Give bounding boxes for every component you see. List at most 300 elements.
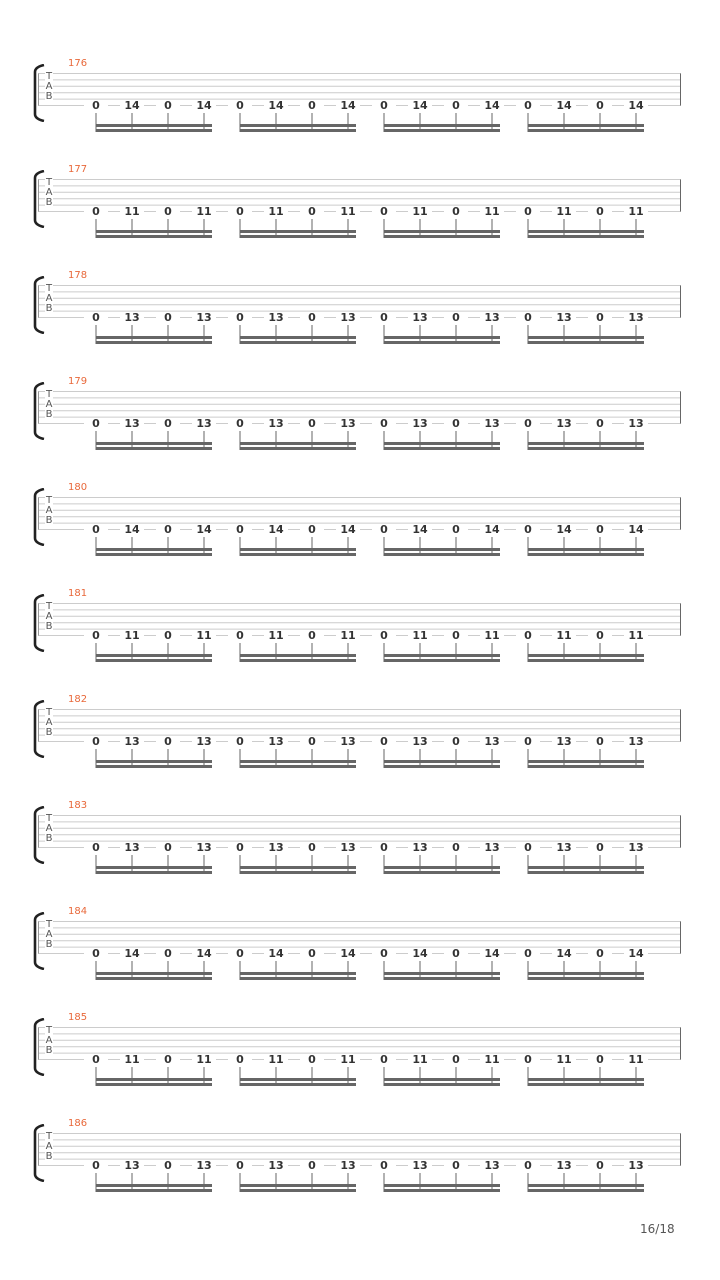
fret-number: 0 [372, 312, 396, 323]
fret-number: 11 [480, 630, 504, 641]
note-beam [96, 124, 212, 127]
fret-number: 11 [120, 206, 144, 217]
fret-number: 11 [264, 206, 288, 217]
note-beam [528, 659, 644, 662]
fret-number: 13 [408, 1160, 432, 1171]
fret-number: 11 [408, 1054, 432, 1065]
fret-number: 0 [588, 100, 612, 111]
measure-number: 181 [68, 588, 88, 599]
fret-number: 11 [336, 630, 360, 641]
beam-group-layer [0, 1118, 720, 1224]
measure-number: 186 [68, 1118, 88, 1129]
fret-number: 13 [624, 736, 648, 747]
tab-clef-letter: A [45, 187, 53, 198]
tab-clef-letter: A [45, 929, 53, 940]
fret-number: 11 [480, 1054, 504, 1065]
fret-number: 11 [408, 206, 432, 217]
fret-number: 11 [192, 1054, 216, 1065]
beam-group-layer [0, 800, 720, 906]
note-beam [384, 124, 500, 127]
fret-number: 14 [264, 948, 288, 959]
tab-clef-letter: T [45, 71, 53, 82]
note-beam [96, 1184, 212, 1187]
fret-number: 0 [156, 1054, 180, 1065]
tab-clef-letter: B [45, 939, 53, 950]
fret-number: 14 [624, 524, 648, 535]
fret-number: 0 [156, 948, 180, 959]
fret-number: 11 [336, 206, 360, 217]
fret-number: 0 [228, 630, 252, 641]
beam-group-layer [0, 58, 720, 164]
fret-number: 0 [300, 206, 324, 217]
note-beam [240, 129, 356, 132]
note-beam [240, 235, 356, 238]
note-beam [528, 972, 644, 975]
fret-number: 14 [120, 100, 144, 111]
note-beam [384, 977, 500, 980]
note-beam [384, 972, 500, 975]
fret-number: 13 [480, 842, 504, 853]
note-beam [528, 553, 644, 556]
note-beam [384, 442, 500, 445]
fret-number: 13 [480, 418, 504, 429]
fret-number: 0 [156, 418, 180, 429]
measure-number: 179 [68, 376, 88, 387]
fret-number: 0 [300, 842, 324, 853]
note-beam [384, 871, 500, 874]
fret-number: 11 [120, 630, 144, 641]
fret-number: 13 [264, 418, 288, 429]
fret-number: 13 [480, 1160, 504, 1171]
measure-number: 180 [68, 482, 88, 493]
fret-number: 11 [192, 630, 216, 641]
note-beam [528, 765, 644, 768]
fret-number: 0 [156, 100, 180, 111]
fret-number: 0 [588, 1160, 612, 1171]
fret-number: 14 [264, 100, 288, 111]
fret-number: 0 [84, 312, 108, 323]
fret-number: 0 [300, 524, 324, 535]
fret-number: 0 [228, 524, 252, 535]
note-beam [96, 548, 212, 551]
note-beam [240, 654, 356, 657]
tab-system [0, 694, 720, 800]
beam-group-layer [0, 164, 720, 270]
fret-number: 0 [372, 100, 396, 111]
fret-number: 0 [516, 842, 540, 853]
note-beam [96, 442, 212, 445]
fret-number: 14 [480, 100, 504, 111]
fret-number: 0 [84, 206, 108, 217]
fret-number: 14 [192, 524, 216, 535]
tab-clef-letter: T [45, 919, 53, 930]
fret-number: 14 [552, 948, 576, 959]
note-beam [240, 336, 356, 339]
note-beam [96, 235, 212, 238]
fret-number: 0 [372, 736, 396, 747]
measure-number: 178 [68, 270, 88, 281]
fret-number: 0 [372, 206, 396, 217]
note-beam [240, 341, 356, 344]
fret-number: 14 [120, 524, 144, 535]
tab-system [0, 482, 720, 588]
tab-system [0, 164, 720, 270]
fret-number: 0 [372, 524, 396, 535]
fret-number: 13 [120, 736, 144, 747]
note-beam [96, 447, 212, 450]
fret-number: 0 [156, 1160, 180, 1171]
fret-number: 13 [120, 1160, 144, 1171]
tab-clef-letter: B [45, 833, 53, 844]
note-beam [96, 1189, 212, 1192]
fret-number: 0 [156, 736, 180, 747]
fret-number: 13 [552, 418, 576, 429]
fret-number: 0 [84, 948, 108, 959]
note-beam [240, 548, 356, 551]
fret-number: 13 [408, 842, 432, 853]
tab-clef-letter: B [45, 621, 53, 632]
tab-clef-letter: T [45, 1131, 53, 1142]
fret-number: 0 [516, 630, 540, 641]
note-beam [384, 129, 500, 132]
note-beam [528, 235, 644, 238]
fret-number: 0 [84, 418, 108, 429]
fret-number: 0 [228, 100, 252, 111]
note-beam [240, 765, 356, 768]
beam-group-layer [0, 482, 720, 588]
note-beam [384, 447, 500, 450]
tab-system [0, 800, 720, 906]
note-beam [240, 230, 356, 233]
fret-number: 0 [444, 206, 468, 217]
fret-number: 0 [372, 1160, 396, 1171]
tab-clef-letter: A [45, 717, 53, 728]
note-beam [528, 760, 644, 763]
fret-number: 11 [552, 630, 576, 641]
note-beam [384, 336, 500, 339]
fret-number: 0 [444, 1054, 468, 1065]
fret-number: 11 [624, 1054, 648, 1065]
fret-number: 14 [624, 100, 648, 111]
fret-number: 13 [552, 1160, 576, 1171]
fret-number: 13 [264, 736, 288, 747]
note-beam [384, 760, 500, 763]
fret-number: 0 [516, 1160, 540, 1171]
fret-number: 13 [120, 842, 144, 853]
fret-number: 0 [300, 312, 324, 323]
fret-number: 0 [300, 1054, 324, 1065]
note-beam [96, 659, 212, 662]
tab-clef-letter: T [45, 389, 53, 400]
note-beam [240, 760, 356, 763]
note-beam [384, 1189, 500, 1192]
fret-number: 0 [228, 1160, 252, 1171]
fret-number: 0 [84, 1054, 108, 1065]
fret-number: 11 [552, 206, 576, 217]
fret-number: 11 [624, 206, 648, 217]
beam-group-layer [0, 906, 720, 1012]
beam-group-layer [0, 694, 720, 800]
fret-number: 13 [624, 312, 648, 323]
tab-clef-letter: B [45, 409, 53, 420]
note-beam [240, 1184, 356, 1187]
tab-clef-letter: A [45, 1141, 53, 1152]
fret-number: 0 [588, 630, 612, 641]
fret-number: 13 [624, 842, 648, 853]
fret-number: 0 [228, 206, 252, 217]
fret-number: 0 [372, 418, 396, 429]
fret-number: 11 [120, 1054, 144, 1065]
note-beam [528, 129, 644, 132]
fret-number: 11 [552, 1054, 576, 1065]
tab-clef-letter: B [45, 303, 53, 314]
fret-number: 0 [84, 630, 108, 641]
tab-system [0, 1118, 720, 1224]
fret-number: 13 [192, 1160, 216, 1171]
note-beam [384, 1184, 500, 1187]
fret-number: 0 [228, 736, 252, 747]
fret-number: 0 [84, 842, 108, 853]
beam-group-layer [0, 1012, 720, 1118]
fret-number: 14 [408, 948, 432, 959]
fret-number: 14 [408, 100, 432, 111]
fret-number: 11 [264, 1054, 288, 1065]
fret-number: 0 [156, 312, 180, 323]
tab-clef-letter: A [45, 505, 53, 516]
fret-number: 13 [408, 736, 432, 747]
fret-number: 14 [480, 948, 504, 959]
fret-number: 14 [192, 100, 216, 111]
tab-clef-letter: B [45, 1151, 53, 1162]
fret-number: 14 [552, 100, 576, 111]
fret-number: 0 [516, 1054, 540, 1065]
note-beam [240, 442, 356, 445]
fret-number: 0 [300, 418, 324, 429]
fret-number: 13 [192, 736, 216, 747]
fret-number: 0 [516, 948, 540, 959]
fret-number: 0 [588, 524, 612, 535]
note-beam [240, 553, 356, 556]
tab-clef-letter: B [45, 727, 53, 738]
fret-number: 13 [336, 418, 360, 429]
note-beam [384, 866, 500, 869]
fret-number: 0 [516, 736, 540, 747]
tab-clef-letter: A [45, 611, 53, 622]
fret-number: 13 [120, 418, 144, 429]
note-beam [240, 1189, 356, 1192]
note-beam [240, 972, 356, 975]
fret-number: 0 [156, 206, 180, 217]
tab-system [0, 1012, 720, 1118]
fret-number: 0 [516, 206, 540, 217]
fret-number: 14 [408, 524, 432, 535]
note-beam [528, 866, 644, 869]
fret-number: 0 [588, 418, 612, 429]
note-beam [528, 1083, 644, 1086]
tab-clef-letter: B [45, 515, 53, 526]
note-beam [96, 977, 212, 980]
fret-number: 0 [228, 842, 252, 853]
fret-number: 0 [228, 312, 252, 323]
fret-number: 14 [120, 948, 144, 959]
note-beam [240, 659, 356, 662]
tab-system [0, 270, 720, 376]
fret-number: 0 [444, 842, 468, 853]
measure-number: 176 [68, 58, 88, 69]
fret-number: 0 [444, 948, 468, 959]
note-beam [528, 447, 644, 450]
fret-number: 11 [192, 206, 216, 217]
fret-number: 13 [264, 842, 288, 853]
fret-number: 13 [336, 1160, 360, 1171]
fret-number: 0 [516, 418, 540, 429]
fret-number: 0 [444, 524, 468, 535]
note-beam [384, 1083, 500, 1086]
tab-system [0, 906, 720, 1012]
tab-clef-letter: B [45, 197, 53, 208]
note-beam [96, 871, 212, 874]
fret-number: 0 [444, 736, 468, 747]
fret-number: 0 [228, 418, 252, 429]
note-beam [384, 654, 500, 657]
note-beam [96, 1083, 212, 1086]
fret-number: 0 [300, 100, 324, 111]
fret-number: 14 [624, 948, 648, 959]
fret-number: 14 [192, 948, 216, 959]
beam-group-layer [0, 270, 720, 376]
fret-number: 0 [156, 842, 180, 853]
fret-number: 13 [264, 1160, 288, 1171]
note-beam [96, 765, 212, 768]
fret-number: 0 [156, 524, 180, 535]
fret-number: 11 [624, 630, 648, 641]
fret-number: 0 [84, 100, 108, 111]
note-beam [528, 654, 644, 657]
tab-system [0, 376, 720, 482]
note-beam [240, 871, 356, 874]
note-beam [96, 553, 212, 556]
fret-number: 0 [300, 630, 324, 641]
fret-number: 13 [408, 312, 432, 323]
measure-number: 183 [68, 800, 88, 811]
fret-number: 0 [516, 312, 540, 323]
fret-number: 13 [552, 736, 576, 747]
fret-number: 11 [336, 1054, 360, 1065]
note-beam [528, 124, 644, 127]
measure-number: 185 [68, 1012, 88, 1023]
fret-number: 0 [588, 206, 612, 217]
note-beam [384, 235, 500, 238]
note-beam [384, 765, 500, 768]
note-beam [96, 341, 212, 344]
fret-number: 0 [372, 630, 396, 641]
fret-number: 0 [588, 948, 612, 959]
note-beam [96, 230, 212, 233]
tab-clef-letter: T [45, 495, 53, 506]
note-beam [384, 1078, 500, 1081]
fret-number: 0 [444, 1160, 468, 1171]
note-beam [528, 1078, 644, 1081]
tab-clef-letter: A [45, 1035, 53, 1046]
fret-number: 0 [516, 100, 540, 111]
measure-number: 184 [68, 906, 88, 917]
note-beam [240, 447, 356, 450]
tab-clef-letter: A [45, 823, 53, 834]
fret-number: 13 [552, 312, 576, 323]
note-beam [96, 336, 212, 339]
fret-number: 13 [624, 1160, 648, 1171]
tab-clef-letter: T [45, 813, 53, 824]
fret-number: 13 [192, 418, 216, 429]
note-beam [528, 1189, 644, 1192]
fret-number: 13 [624, 418, 648, 429]
note-beam [384, 230, 500, 233]
fret-number: 0 [588, 1054, 612, 1065]
tab-clef-letter: A [45, 399, 53, 410]
fret-number: 0 [372, 948, 396, 959]
fret-number: 13 [120, 312, 144, 323]
fret-number: 14 [336, 524, 360, 535]
fret-number: 13 [408, 418, 432, 429]
note-beam [384, 553, 500, 556]
fret-number: 0 [228, 1054, 252, 1065]
fret-number: 0 [84, 736, 108, 747]
fret-number: 0 [444, 100, 468, 111]
tab-system [0, 58, 720, 164]
fret-number: 13 [336, 736, 360, 747]
page-number: 16/18 [640, 1222, 675, 1236]
tab-clef-letter: A [45, 81, 53, 92]
note-beam [528, 1184, 644, 1187]
fret-number: 0 [84, 524, 108, 535]
fret-number: 14 [336, 948, 360, 959]
fret-number: 0 [444, 418, 468, 429]
note-beam [96, 972, 212, 975]
fret-number: 0 [372, 842, 396, 853]
fret-number: 0 [300, 1160, 324, 1171]
tab-clef-letter: T [45, 1025, 53, 1036]
note-beam [528, 442, 644, 445]
tab-clef-letter: T [45, 177, 53, 188]
fret-number: 0 [300, 948, 324, 959]
note-beam [528, 341, 644, 344]
note-beam [528, 336, 644, 339]
fret-number: 0 [588, 736, 612, 747]
fret-number: 0 [84, 1160, 108, 1171]
note-beam [240, 977, 356, 980]
beam-group-layer [0, 376, 720, 482]
measure-number: 182 [68, 694, 88, 705]
fret-number: 0 [228, 948, 252, 959]
note-beam [528, 871, 644, 874]
tab-clef-letter: B [45, 1045, 53, 1056]
beam-group-layer [0, 588, 720, 694]
tab-clef-letter: T [45, 283, 53, 294]
fret-number: 14 [552, 524, 576, 535]
fret-number: 11 [408, 630, 432, 641]
note-beam [528, 977, 644, 980]
note-beam [384, 341, 500, 344]
fret-number: 13 [264, 312, 288, 323]
note-beam [96, 1078, 212, 1081]
fret-number: 0 [588, 312, 612, 323]
note-beam [384, 548, 500, 551]
fret-number: 13 [552, 842, 576, 853]
note-beam [240, 1078, 356, 1081]
note-beam [96, 866, 212, 869]
fret-number: 0 [444, 312, 468, 323]
note-beam [96, 654, 212, 657]
